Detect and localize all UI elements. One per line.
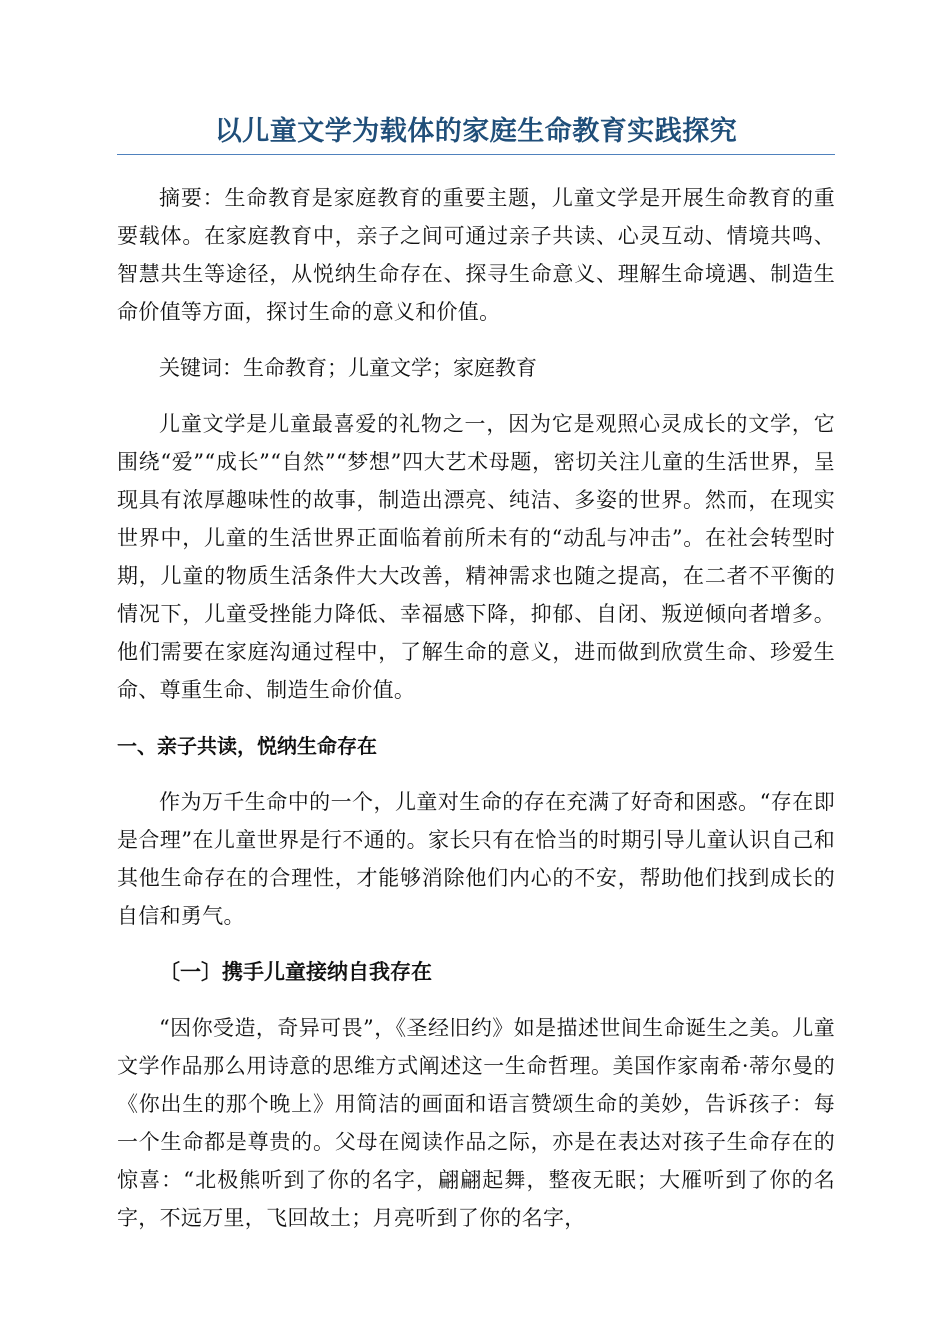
section-paragraph: 作为万千生命中的一个，儿童对生命的存在充满了好奇和困惑。“存在即是合理”在儿童世界是行不通的。家长只有在恰当的时期引导儿童认识自己和其他生命存在的合理性，才能够消除他们内心的不安，帮助他们找到成长的自信和勇气。 <box>117 790 835 928</box>
section-heading: 一、亲子共读，悦纳生命存在 <box>117 734 377 758</box>
abstract-paragraph: 摘要：生命教育是家庭教育的重要主题，儿童文学是开展生命教育的重要载体。在家庭教育中，亲子之间可通过亲子共读、心灵互动、情境共鸣、智慧共生等途径，从悦纳生命存在、探寻生命意义、理解生命境遇、制造生命价值等方面，探讨生命的意义和价值。 <box>117 186 835 324</box>
document-title: 以儿童文学为载体的家庭生命教育实践探究 <box>214 116 738 147</box>
keywords-line: 关键词：生命教育；儿童文学；家庭教育 <box>159 356 537 380</box>
title-underline <box>117 154 835 155</box>
subsection-paragraph: “因你受造，奇异可畏”，《圣经旧约》如是描述世间生命诞生之美。儿童文学作品那么用诗意的思维方式阐述这一生命哲理。美国作家南希·蒂尔曼的《你出生的那个晚上》用简洁的画面和语言赞颂生命的美妙，告诉孩子：每一个生命都是尊贵的。父母在阅读作品之际，亦是在表达对孩子生命存在的惊喜：“北极熊听到了你的名字，翩翩起舞，整夜无眠；大雁听到了你的名字，不远万里，飞回故土；月亮听到了你的名字， <box>117 1016 835 1230</box>
document-page <box>117 112 835 1255</box>
intro-paragraph: 儿童文学是儿童最喜爱的礼物之一，因为它是观照心灵成长的文学，它围绕“爱”“成长”“自然”“梦想”四大艺术母题，密切关注儿童的生活世界，呈现具有浓厚趣味性的故事，制造出漂亮、纯洁、多姿的世界。然而，在现实世界中，儿童的生活世界正面临着前所未有的“动乱与冲击”。在社会转型时期，儿童的物质生活条件大大改善，精神需求也随之提高，在二者不平衡的情况下，儿童受挫能力降低、幸福感下降，抑郁、自闭、叛逆倾向者增多。他们需要在家庭沟通过程中，了解生命的意义，进而做到欣赏生命、珍爱生命、尊重生命、制造生命价值。 <box>117 412 835 702</box>
subsection-heading: 〔一〕携手儿童接纳自我存在 <box>159 959 432 984</box>
